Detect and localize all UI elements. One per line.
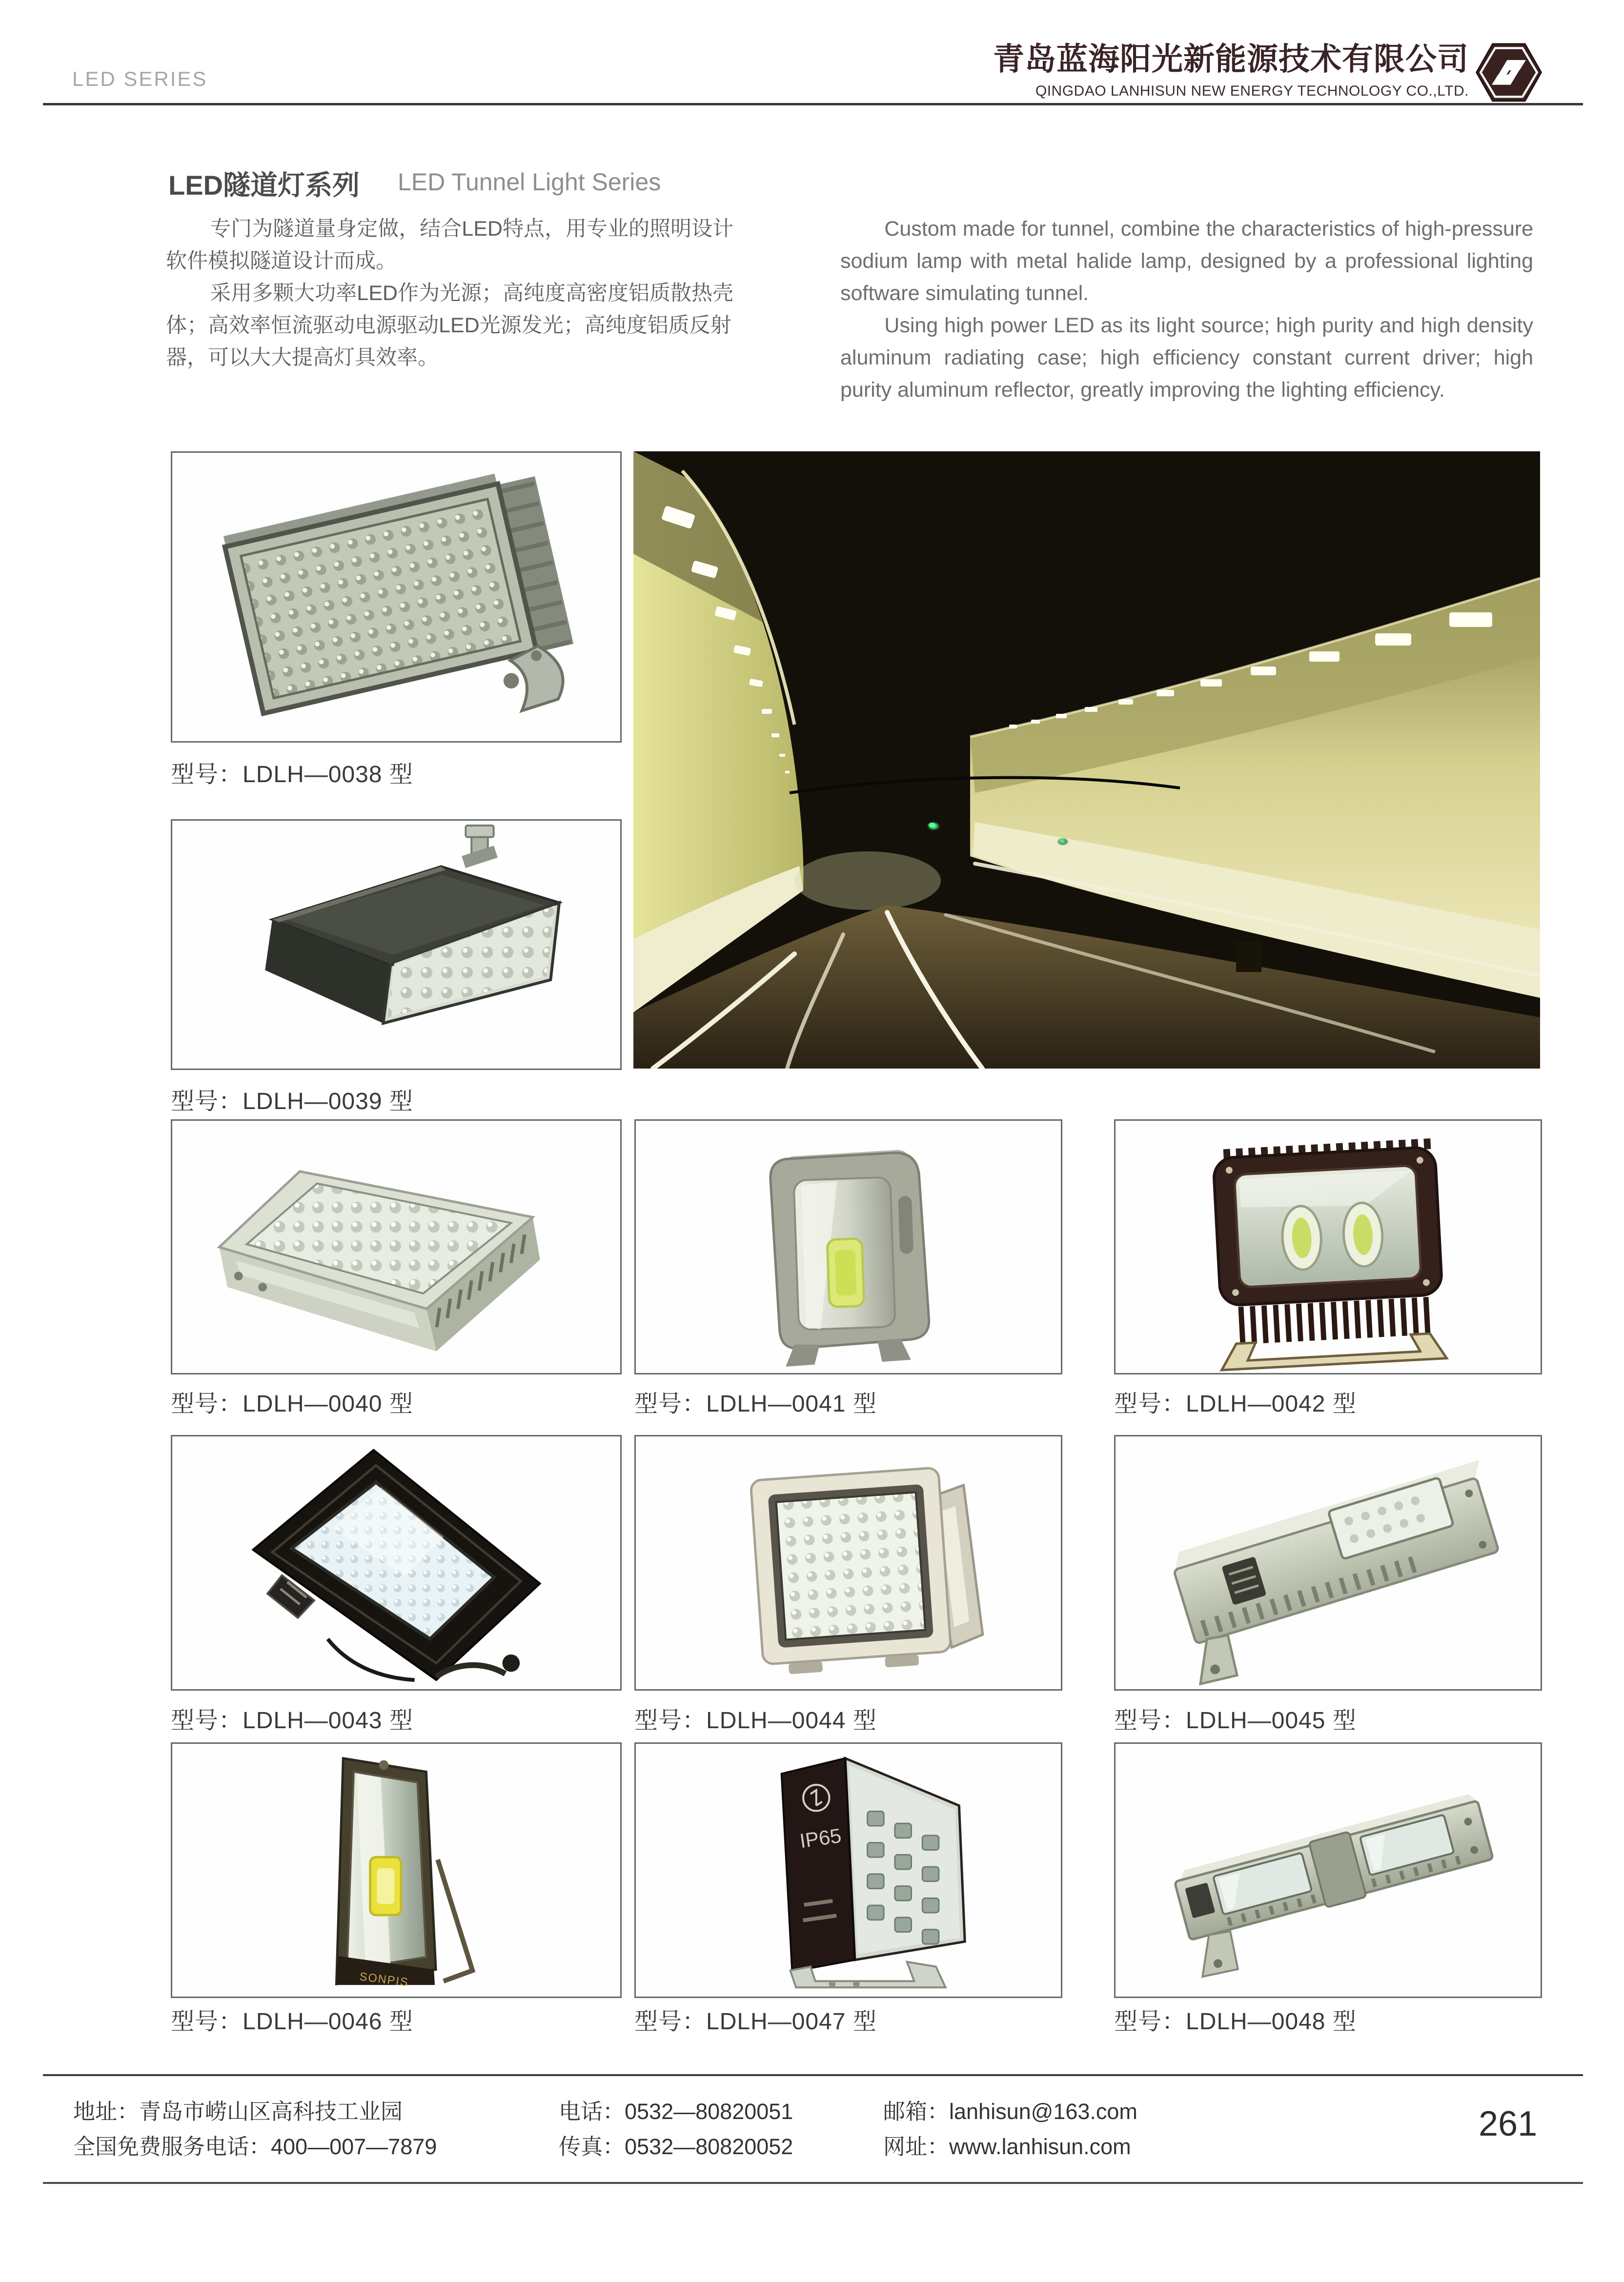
product-image-ldlh-0042 xyxy=(1116,1121,1541,1373)
footer-website: 网址：www.lanhisun.com xyxy=(883,2134,1131,2159)
product-box-ldlh-0042 xyxy=(1114,1119,1542,1374)
intro-cn-paragraph-2: 采用多颗大功率LED作为光源；高纯度高密度铝质散热壳体；高效率恒流驱动电源驱动LED光源发光；高纯度铝质反射器，可以大大提高灯具效率。 xyxy=(166,282,733,369)
model-label-ldlh-0045: 型号：LDLH—0045 型 xyxy=(1114,1708,1357,1734)
header-divider xyxy=(43,103,1583,105)
intro-text-en xyxy=(840,213,1533,406)
product-image-ldlh-0038 xyxy=(172,453,620,741)
model-label-ldlh-0048: 型号：LDLH—0048 型 xyxy=(1114,2009,1357,2035)
product-image-ldlh-0046 xyxy=(172,1744,620,1997)
tunnel-photo-image xyxy=(633,451,1540,1069)
product-box-ldlh-0045 xyxy=(1114,1435,1542,1691)
product-box-ldlh-0046 xyxy=(171,1742,622,1998)
footer-divider-bottom xyxy=(43,2182,1583,2184)
footer-address: 地址：青岛市崂山区高科技工业园 xyxy=(73,2099,403,2124)
sonpis-badge: SONPIS xyxy=(359,1970,410,1989)
model-label-ldlh-0047: 型号：LDLH—0047 型 xyxy=(634,2009,877,2035)
product-image-ldlh-0041 xyxy=(636,1121,1061,1373)
product-box-ldlh-0038 xyxy=(171,451,622,743)
footer-address-block xyxy=(73,2094,437,2164)
company-header xyxy=(993,34,1469,100)
product-image-ldlh-0048 xyxy=(1116,1744,1541,1997)
footer-hotline: 全国免费服务电话：400—007—7879 xyxy=(73,2134,437,2159)
model-label-ldlh-0039: 型号：LDLH—0039 型 xyxy=(171,1089,413,1114)
model-label-ldlh-0044: 型号：LDLH—0044 型 xyxy=(634,1708,877,1734)
product-image-ldlh-0045 xyxy=(1116,1436,1541,1689)
intro-en-paragraph-1: Custom made for tunnel, combine the characteristics of high-pressure sodium lamp with metal halide lamp, designed by a professional lighting software simulating tunnel. xyxy=(840,217,1533,305)
product-image-ldlh-0040 xyxy=(172,1121,620,1373)
intro-cn-paragraph-1: 专门为隧道量身定做，结合LED特点，用专业的照明设计软件模拟隧道设计而成。 xyxy=(166,217,733,273)
product-image-ldlh-0043 xyxy=(172,1436,620,1689)
product-box-ldlh-0039 xyxy=(171,819,622,1070)
footer-divider-top xyxy=(43,2074,1583,2076)
intro-text-cn xyxy=(166,213,737,374)
model-label-ldlh-0046: 型号：LDLH—0046 型 xyxy=(171,2009,413,2035)
company-name-cn: 青岛蓝海阳光新能源技术有限公司 xyxy=(993,41,1469,77)
tunnel-photo xyxy=(633,451,1540,1069)
hexagon-logo-icon xyxy=(1475,36,1543,109)
page-number: 261 xyxy=(1479,2104,1538,2143)
product-box-ldlh-0048 xyxy=(1114,1742,1542,1998)
product-box-ldlh-0047 xyxy=(634,1742,1062,1998)
product-image-ldlh-0044 xyxy=(636,1436,1061,1689)
product-box-ldlh-0043 xyxy=(171,1435,622,1691)
footer-email: 邮箱：lanhisun@163.com xyxy=(883,2099,1137,2124)
section-title-cn: LED隧道灯系列 xyxy=(168,170,360,201)
product-image-ldlh-0047 xyxy=(636,1744,1061,1997)
model-label-ldlh-0041: 型号：LDLH—0041 型 xyxy=(634,1391,877,1417)
model-label-ldlh-0040: 型号：LDLH—0040 型 xyxy=(171,1391,413,1417)
model-label-ldlh-0038: 型号：LDLH—0038 型 xyxy=(171,762,413,788)
product-box-ldlh-0041 xyxy=(634,1119,1062,1374)
footer-fax: 传真：0532—80820052 xyxy=(559,2134,793,2159)
footer-phone-block xyxy=(559,2094,793,2164)
product-image-ldlh-0039 xyxy=(172,821,620,1069)
section-title-en: LED Tunnel Light Series xyxy=(398,168,661,196)
intro-en-paragraph-2: Using high power LED as its light source; high purity and high density aluminum radiating case; high efficiency constant current driver; high purity aluminum reflector, greatly improving the lighting efficiency. xyxy=(840,314,1533,402)
model-label-ldlh-0043: 型号：LDLH—0043 型 xyxy=(171,1708,413,1734)
product-box-ldlh-0040 xyxy=(171,1119,622,1374)
footer-phone: 电话：0532—80820051 xyxy=(559,2099,793,2124)
series-label: LED SERIES xyxy=(72,67,208,90)
footer-contact-block xyxy=(883,2094,1137,2164)
product-box-ldlh-0044 xyxy=(634,1435,1062,1691)
company-name-en: QINGDAO LANHISUN NEW ENERGY TECHNOLOGY CO.,LTD. xyxy=(1035,83,1469,99)
model-label-ldlh-0042: 型号：LDLH—0042 型 xyxy=(1114,1391,1357,1417)
company-logo-icon xyxy=(1475,36,1543,107)
ip65-badge: IP65 xyxy=(798,1824,843,1853)
